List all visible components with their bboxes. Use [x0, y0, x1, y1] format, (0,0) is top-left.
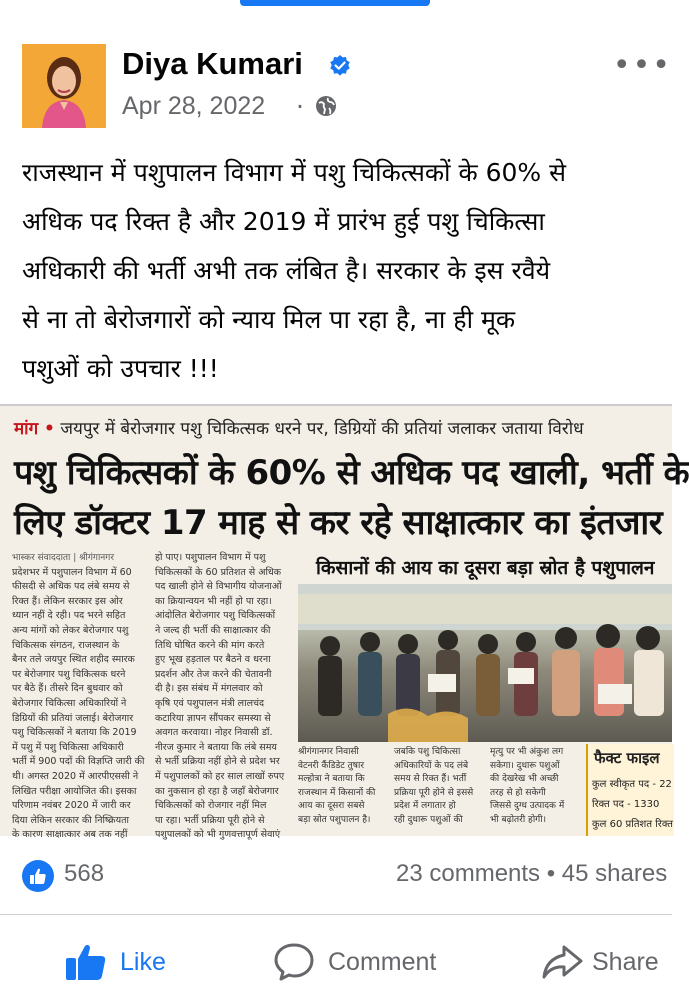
column-line: बैनर तले जयपुर स्थित शहीद स्मारक — [12, 654, 135, 666]
comments-shares-count[interactable]: 23 comments • 45 shares — [396, 860, 668, 887]
caption-line: श्रीगंगानगर निवासी — [298, 747, 359, 757]
column-line: थी। अगस्त 2020 में आरपीएससी ने — [12, 770, 139, 782]
caption-column-1 — [298, 746, 386, 827]
caption-line: समय से रिक्त हैं। भर्ती — [394, 774, 467, 784]
column-line: अवगत करवाया। नोहर निवासी डॉ. — [155, 727, 273, 739]
caption-line: की देखरेख भी अच्छी — [490, 774, 559, 784]
caption-line: रही दुधारू पशुओं की — [394, 814, 463, 825]
headline-line-2: लिए डॉक्टर 17 माह से कर रहे साक्षात्कार का इंतजार — [14, 503, 663, 543]
post-text-line: अधिक पद रिक्त है और 2019 में प्रारंभ हुई पशु चिकित्सा — [22, 207, 545, 236]
column-line: हुए भूख हड़ताल पर बैठने व धरना — [155, 654, 271, 666]
post-text — [22, 148, 672, 393]
more-dots-icon[interactable]: ••• — [612, 48, 672, 83]
top-tab-indicator — [240, 0, 430, 6]
globe-icon[interactable] — [314, 94, 338, 118]
column-line: प्रदेशभर में पशुपालन विभाग में 60 — [12, 566, 132, 578]
caption-line: अधिकारियों के पद लंबे — [394, 760, 469, 771]
column-line: डिग्रियों की प्रतियां जलाई। बेरोजगार — [12, 712, 134, 724]
column-line: दिया लेकिन सरकार की निष्क्रियता — [12, 814, 129, 826]
column-line: कटारिया ज्ञापन सौंपकर समस्या से — [155, 712, 271, 724]
caption-line: प्रक्रिया पूरी होने से इससे — [394, 787, 474, 798]
column-line: तिथि घोषित करने की मांग करते — [155, 639, 265, 651]
fact-line: कुल 60 प्रतिशत रिक्त — [592, 819, 673, 830]
caption-line: मृत्यु पर भी अंकुश लग — [490, 747, 564, 757]
post-text-line: पशुओं को उपचार !!! — [22, 354, 219, 383]
fact-file-box — [586, 744, 674, 836]
column-line: से भर्ती प्रक्रिया नहीं होने से प्रदेश भर — [155, 756, 280, 768]
caption-line: मल्होत्रा ने बताया कि — [298, 774, 365, 784]
fact-line: कुल स्वीकृत पद - 22 — [592, 779, 672, 790]
column-line: बेरोजगार चिकित्सा अधिकारियों ने — [12, 697, 127, 709]
column-line: पा रहा। भर्ती प्रक्रिया पूरी होने से — [155, 814, 265, 826]
column-line: नीरज कुमार ने बताया कि लंबे समय — [155, 741, 277, 753]
post-actions — [0, 930, 672, 994]
fact-file-title: फैक्ट फाइल — [594, 749, 660, 767]
column-line: पर बेरोजगार पशु चिकित्सक धरने — [12, 668, 126, 680]
avatar[interactable] — [22, 44, 106, 128]
article-byline: भास्कर संवाददाता | श्रीगंगानगर — [12, 553, 115, 563]
reaction-count[interactable]: 568 — [64, 860, 105, 887]
caption-line: प्रदेश में लगातार हो — [394, 801, 456, 811]
caption-line: तरह से हो सकेगी — [490, 787, 546, 798]
headline-line-1: पशु चिकित्सकों के 60% से अधिक पद खाली, भर्ती के — [14, 453, 689, 493]
column-line: पर बैठे हैं। तीसरे दिन बुधवार को — [12, 683, 123, 695]
post-header — [22, 44, 672, 134]
column-line: में पशु में पशु चिकित्सा अधिकारी — [12, 741, 124, 753]
like-reaction-icon[interactable] — [22, 860, 54, 892]
column-line: चिकित्सकों के 60 प्रतिशत से अधिक — [155, 566, 282, 578]
column-line: ने जल्द ही भर्ती की साक्षात्कार की — [155, 624, 271, 636]
column-line: कृषि एवं पशुपालन मंत्री लालचंद — [155, 697, 265, 709]
protest-photo — [298, 584, 672, 742]
caption-line: बड़ा स्रोत पशुपालन है। — [298, 814, 371, 825]
column-line: भर्ती में 900 पदों की विज्ञप्ति जारी की — [12, 756, 145, 768]
caption-column-2 — [394, 746, 482, 827]
clipping-kicker — [14, 416, 584, 439]
post-stats — [22, 858, 672, 894]
post-text-line: राजस्थान में पशुपालन विभाग में पशु चिकित्सकों के 60% से — [22, 158, 567, 187]
column-line: का नुकसान हो रहा है जहाँ बेरोजगार — [155, 785, 279, 797]
column-line: पद खाली होने से विभागीय योजनाओं — [155, 581, 282, 593]
column-line: दी है। इस संबंध में मंगलवार को — [155, 683, 263, 695]
date-separator: · — [296, 92, 304, 121]
like-thumb-icon — [64, 942, 108, 982]
caption-line: सकेगा। दुधारू पशुओं — [490, 760, 560, 771]
column-line: रिक्त हैं। लेकिन सरकार इस ओर — [12, 595, 123, 607]
caption-line: राजस्थान में किसानों की — [298, 787, 376, 798]
caption-line: आय का दूसरा सबसे — [298, 801, 365, 811]
column-line: में पशुपालकों को हर साल लाखों रुपए — [155, 770, 285, 782]
like-button[interactable] — [64, 938, 224, 986]
caption-column-3 — [490, 746, 578, 827]
kicker-tag: मांग • — [14, 419, 55, 439]
post-text-line: अधिकारी की भर्ती अभी तक लंबित है। सरकार के इस रवैये — [22, 256, 551, 285]
column-line: प्रदर्शन और तेज करने की चेतावनी — [155, 668, 272, 680]
kicker-text: जयपुर में बेरोजगार पशु चिकित्सक धरने पर, डिग्रियों की प्रतियां जलाकर जताया विरोध — [60, 419, 584, 439]
share-button[interactable] — [540, 938, 672, 986]
column-line: आंदोलित बेरोजगार पशु चिकित्सकों — [155, 610, 276, 622]
caption-line: भी बढ़ोतरी होगी। — [490, 814, 546, 825]
photo-title: किसानों की आय का दूसरा बड़ा स्रोत है पशुपालन — [316, 557, 655, 579]
comment-bubble-icon — [272, 942, 316, 982]
column-line: अन्य मांगों को लेकर बेरोजगार पशु — [12, 624, 129, 636]
column-line: पशुपालकों को भी गुणवत्तापूर्ण सेवाएं — [155, 829, 281, 841]
column-line: फीसदी से अधिक पद लंबे समय से — [12, 581, 130, 593]
protest-photo-illustration — [298, 584, 672, 742]
thumbs-up-icon — [28, 866, 48, 886]
column-line: का क्रियान्वयन भी नहीं हो पा रहा। — [155, 595, 272, 607]
column-line: पशु चिकित्सकों ने बताया कि 2019 — [12, 727, 137, 739]
comment-label: Comment — [328, 948, 437, 976]
post-text-line: से ना तो बेरोजगारों को न्याय मिल पा रहा है, ना ही मूक — [22, 305, 516, 334]
column-line: चिकित्सक संगठन, राजस्थान के — [12, 639, 120, 651]
column-line: हो पाए। पशुपालन विभाग में पशु — [155, 552, 266, 563]
column-line: ध्यान नहीं दे रही। पद भरने सहित — [12, 610, 126, 622]
column-line: चिकित्सकों को रोजगार नहीं मिल — [155, 800, 267, 812]
share-arrow-icon — [540, 942, 584, 982]
article-column-2 — [155, 551, 295, 841]
post-date[interactable]: Apr 28, 2022 — [122, 92, 266, 120]
column-line: परिणाम नवंबर 2020 में जारी कर — [12, 800, 131, 812]
column-line: के कारण साक्षात्कार अब तक नहीं — [12, 829, 128, 841]
like-label: Like — [120, 948, 166, 976]
caption-line: जबकि पशु चिकित्सा — [394, 747, 461, 757]
actions-divider — [0, 914, 672, 915]
share-label: Share — [592, 948, 659, 976]
column-line: लिखित परीक्षा आयोजित की। इसका — [12, 785, 137, 797]
comment-button[interactable] — [272, 938, 472, 986]
caption-line: वेटनरी कैंडिडेट तुषार — [298, 760, 365, 771]
article-column-1 — [12, 551, 152, 841]
fact-line: रिक्त पद - 1330 — [592, 799, 660, 810]
avatar-image — [22, 44, 106, 128]
verified-badge-icon — [328, 54, 352, 78]
newspaper-clipping[interactable] — [0, 404, 689, 841]
author-name[interactable]: Diya Kumari — [122, 46, 303, 81]
caption-line: जिससे दुग्ध उत्पादक में — [490, 801, 565, 811]
